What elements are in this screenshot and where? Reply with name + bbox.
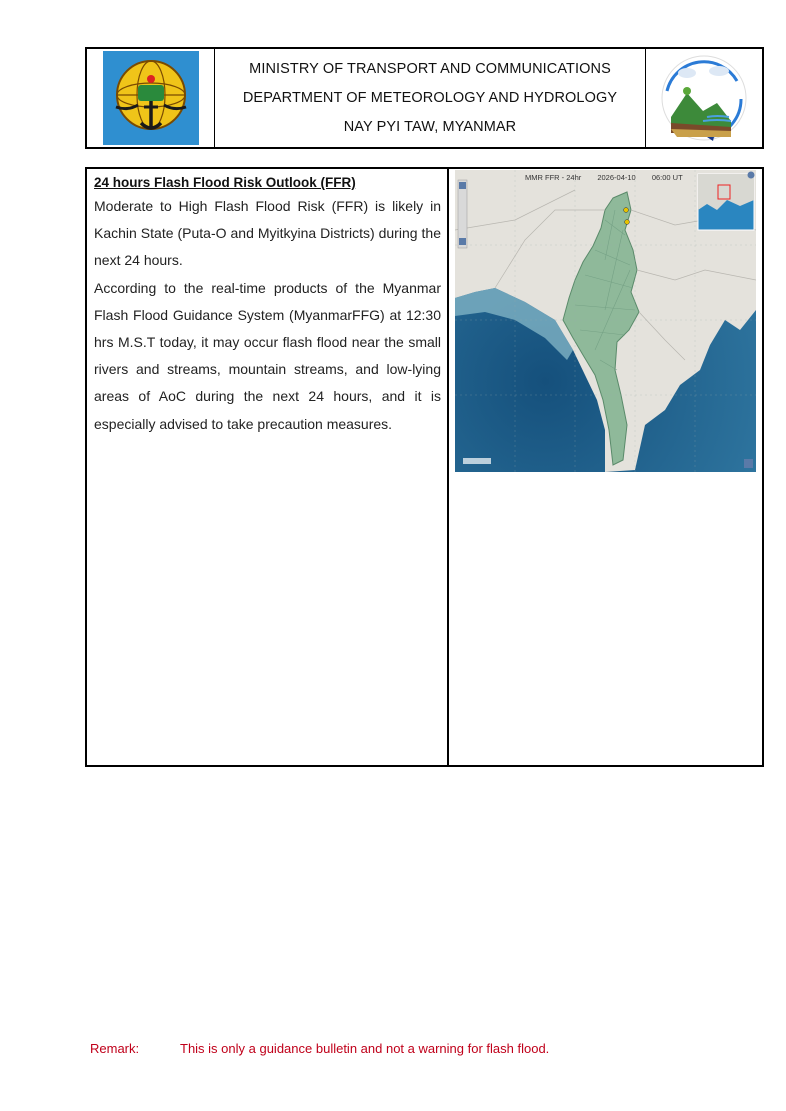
guidance-paragraph: According to the real-time products of the Myanmar Flash Flood Guidance System (MyanmarFFG) at 12:30 hrs M.S.T today, it may occur flash flood near the small rivers and streams, mountain streams, and low-lying areas of AoC during the next 24 hours, and it is especially advised to take precaution measures. [94,279,441,432]
ministry-name: MINISTRY OF TRANSPORT AND COMMUNICATIONS [249,60,611,77]
map-caption [525,173,697,182]
bulletin-header [85,47,764,149]
map-product-label: MMR FFR - 24hr [525,173,582,182]
department-name: DEPARTMENT OF METEOROLOGY AND HYDROLOGY [242,89,618,106]
ffr-map [455,170,756,472]
map-cell [449,169,762,765]
map-zoom-slider [458,180,467,248]
remark-note [90,1041,549,1056]
map-date-label: 2026-04-10 [597,173,636,182]
dmh-logo-cell [646,49,762,147]
remark-text: This is only a guidance bulletin and not a warning for flash flood. [180,1041,550,1056]
ministry-emblem-icon [103,51,199,145]
remark-label: Remark: [90,1041,140,1056]
outlook-title: 24 hours Flash Flood Risk Outlook (FFR) [94,175,356,190]
map-time-label: 06:00 UT [651,173,683,182]
ministry-logo-cell [87,49,215,147]
risk-marker-putao [624,208,629,213]
risk-marker-myitkyina [625,220,630,225]
outlook-text-cell [87,169,449,765]
hydrological-cycle-icon [657,51,751,145]
header-title-block [215,49,646,147]
location-name: NAY PYI TAW, MYANMAR [343,118,517,135]
bulletin-body-table [85,167,764,767]
risk-summary-paragraph: Moderate to High Flash Flood Risk (FFR) is likely in Kachin State (Puta-O and Myitkyina Districts) during the next 24 hours. [94,198,441,269]
